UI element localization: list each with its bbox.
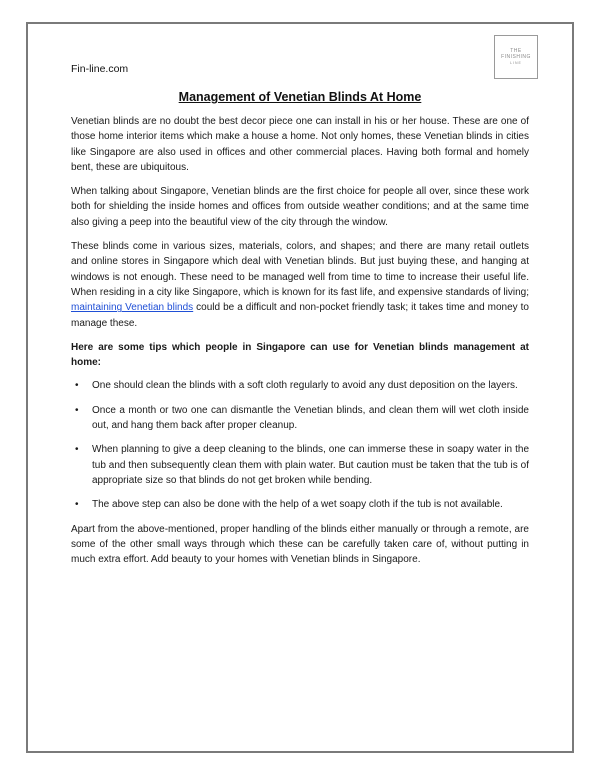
logo-line-1: THE [510,48,522,54]
bullet-icon: • [75,499,79,511]
logo-line-2: FINISHING [501,54,531,60]
paragraph-maintenance [71,239,529,331]
paragraph-closing: Apart from the above-mentioned, proper handling of the blinds either manually or through a remote, are some of the other small ways through which these can be carefully taken care of, without putting in much extra effort. Add beauty to your homes with Venetian blinds in Singapore. [71,523,529,566]
tip-text: The above step can also be done with the help of a wet soapy cloth if the tub is not available. [92,499,503,511]
tips-list [71,378,529,512]
bullet-icon: • [75,444,79,456]
tip-text: When planning to give a deep cleaning to the blinds, one can immerse these in soapy water in the tub and then subsequently clean them with plain water. But caution must be taken that the tub is of appropriate size so that blinds do not get broken while bending. [92,444,529,486]
tip-item [71,378,529,393]
brand-logo [494,35,538,79]
page-title: Management of Venetian Blinds At Home [178,90,422,104]
tips-heading: Here are some tips which people in Singapore can use for Venetian blinds management at home: [71,341,529,369]
bullet-icon: • [75,404,79,416]
site-name: Fin-line.com [71,63,129,75]
tip-item [71,497,529,512]
paragraph-singapore: When talking about Singapore, Venetian blinds are the first choice for people all over, since these work both for shielding the inside homes and offices from outside weather conditions; and at the same time also giving a peep into the beautiful view of the city through the window. [71,186,529,228]
paragraph-maintenance-text-after: could be a difficult and non-pocket friendly task; it takes time and money to manage these. [71,302,529,329]
bullet-icon: • [75,380,79,392]
paragraph-maintenance-text-before: These blinds come in various sizes, materials, colors, and shapes; and there are many retail outlets and online stores in Singapore which deal with Venetian blinds. But just buying these, and hanging at windows is not enough. These need to be managed well from time to time to increase their useful life. When residing in a city like Singapore, which is known for its fast life, and expensive standards of living; [71,241,529,298]
tip-text: One should clean the blinds with a soft cloth regularly to avoid any dust deposition on the layers. [92,380,518,392]
article-body [71,114,529,576]
tip-text: Once a month or two one can dismantle the Venetian blinds, and clean them will wet cloth inside out, and hang them back after proper cleanup. [92,404,529,432]
tip-item [71,403,529,434]
maintaining-venetian-blinds-link[interactable]: maintaining Venetian blinds [71,302,194,314]
paragraph-intro: Venetian blinds are no doubt the best decor piece one can install in his or her house. These are one of those home interior items which make a house a home. Not only homes, these Venetian blinds in cities like Singapore are also used in offices and other commercial places. Having both formal and homely bent, these are ubiquitous. [71,116,529,173]
tip-item [71,442,529,488]
logo-line-3: LINE [510,61,522,65]
